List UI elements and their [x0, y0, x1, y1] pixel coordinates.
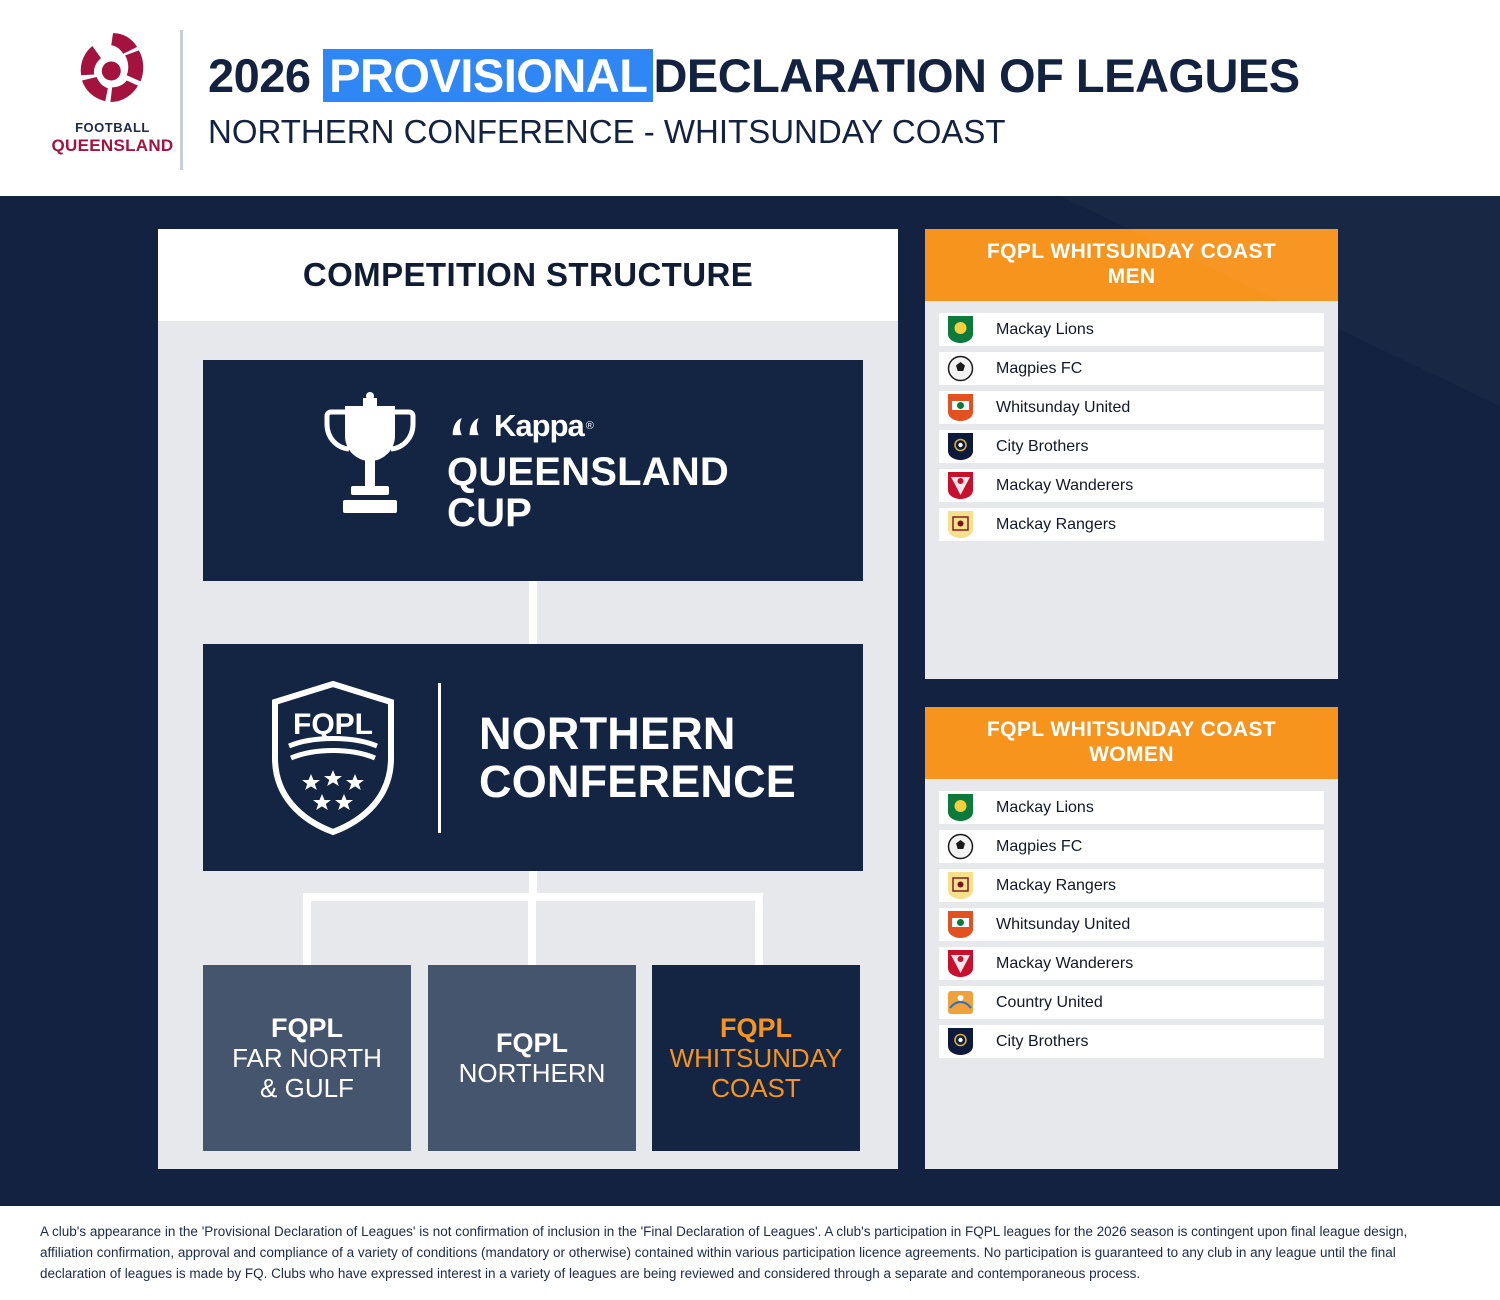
list-item[interactable]	[939, 791, 1324, 824]
list-item[interactable]	[939, 391, 1324, 424]
league-3-line-3: COAST	[711, 1072, 801, 1103]
club-panel-men	[925, 229, 1338, 679]
list-item[interactable]	[939, 469, 1324, 502]
league-2-line-2: NORTHERN	[458, 1057, 606, 1088]
disclaimer-text: A club's appearance in the 'Provisional Declaration of Leagues' is not confirmation of inclusion in the 'Final Declaration of Leagues'. A club's participation in FQPL leagues for the 2026 season is contingent upon final league design, affiliation confirmation, approval and compliance of a variety of conditions (mandatory or otherwise) contained within various participation licence agreements. No participation is guaranteed to any club in any league until the final declaration of leagues is made by FQ. Clubs who have expressed interest in a variety of leagues are being reviewed and considered through a separate and contemporaneous process.	[40, 1224, 1408, 1281]
club-name: Whitsunday United	[996, 398, 1131, 416]
city-brothers-badge	[947, 432, 974, 461]
football-queensland-logo	[51, 28, 174, 168]
club-name: Magpies FC	[996, 837, 1083, 855]
club-panel-women-header-line-1: FQPL WHITSUNDAY COAST	[986, 718, 1277, 742]
club-name: Mackay Rangers	[996, 515, 1117, 533]
club-panel-men-header-line-1: FQPL WHITSUNDAY COAST	[986, 240, 1277, 264]
list-item[interactable]	[939, 947, 1324, 980]
league-1-line-3: & GULF	[260, 1072, 354, 1103]
kappa-registered-mark: ®	[585, 419, 594, 432]
mackay-rangers-badge	[947, 871, 974, 900]
club-name: Magpies FC	[996, 359, 1083, 377]
connector-branch-1	[303, 893, 311, 965]
kappa-sponsor	[447, 408, 729, 444]
list-item[interactable]	[939, 986, 1324, 1019]
logo-line-2: QUEENSLAND	[51, 136, 174, 155]
main-stage	[0, 196, 1500, 1206]
mackay-wanderers-badge	[947, 471, 974, 500]
structure-panel-title: COMPETITION STRUCTURE	[158, 229, 898, 321]
trophy-icon	[315, 388, 425, 553]
club-panel-women-header-line-2: WOMEN	[1089, 743, 1174, 766]
whitsunday-united-badge	[947, 910, 974, 939]
league-box-whitsunday-coast[interactable]	[652, 965, 860, 1151]
club-list-men	[925, 301, 1338, 541]
conference-name	[441, 710, 796, 805]
cup-name-line-1: QUEENSLAND	[447, 449, 730, 494]
league-box-far-north-and-gulf[interactable]	[203, 965, 411, 1151]
queensland-cup-text	[447, 408, 729, 534]
city-brothers-badge	[947, 1027, 974, 1056]
list-item[interactable]	[939, 313, 1324, 346]
header-divider	[180, 30, 183, 170]
club-panel-men-header-line-2: MEN	[1107, 265, 1156, 288]
club-name: Mackay Wanderers	[996, 476, 1134, 494]
league-3-line-1: FQPL	[720, 1013, 792, 1044]
conference-name-line-1: NORTHERN	[479, 708, 736, 760]
league-2-line-1: FQPL	[496, 1027, 568, 1058]
list-item[interactable]	[939, 830, 1324, 863]
club-name: Mackay Rangers	[996, 876, 1117, 894]
club-panel-women	[925, 707, 1338, 1169]
club-name: Mackay Lions	[996, 798, 1094, 816]
conference-name-line-2: CONFERENCE	[479, 755, 797, 807]
logo-line-1: FOOTBALL	[75, 120, 150, 135]
fq-ball-icon	[70, 28, 156, 114]
club-name: Country United	[996, 993, 1103, 1011]
list-item[interactable]	[939, 508, 1324, 541]
club-name: Whitsunday United	[996, 915, 1131, 933]
page-header	[0, 0, 1500, 196]
league-1-line-1: FQPL	[271, 1013, 343, 1044]
list-item[interactable]	[939, 352, 1324, 385]
magpies-fc-badge	[947, 832, 974, 861]
list-item[interactable]	[939, 908, 1324, 941]
title-year: 2026	[208, 49, 324, 102]
svg-text:FQPL: FQPL	[293, 707, 373, 741]
mackay-wanderers-badge	[947, 949, 974, 978]
club-name: City Brothers	[996, 437, 1089, 455]
country-united-badge	[947, 988, 974, 1017]
club-name: Mackay Wanderers	[996, 954, 1134, 972]
queensland-cup-box	[203, 360, 863, 581]
mackay-lions-badge	[947, 315, 974, 344]
club-list-women	[925, 779, 1338, 1058]
list-item[interactable]	[939, 1025, 1324, 1058]
connector-branch-2	[528, 893, 536, 965]
mackay-rangers-badge	[947, 510, 974, 539]
connector-branch-3	[755, 893, 763, 965]
page-title	[208, 48, 1300, 103]
page-footer	[0, 1206, 1500, 1300]
league-1-line-2: FAR NORTH	[232, 1043, 382, 1074]
fqpl-shield-icon	[263, 678, 403, 838]
kappa-logo-icon	[447, 413, 487, 439]
list-item[interactable]	[939, 869, 1324, 902]
league-box-northern[interactable]	[428, 965, 636, 1151]
competition-structure-panel	[158, 229, 898, 1169]
magpies-fc-badge	[947, 354, 974, 383]
league-3-line-2: WHITSUNDAY	[669, 1043, 843, 1074]
mackay-lions-badge	[947, 793, 974, 822]
page-subtitle: NORTHERN CONFERENCE - WHITSUNDAY COAST	[208, 113, 1006, 150]
kappa-wordmark: Kappa	[494, 407, 584, 443]
club-name: City Brothers	[996, 1032, 1089, 1050]
connector-cup-to-conference	[529, 581, 537, 644]
club-panel-women-header	[925, 707, 1338, 779]
northern-conference-box	[203, 644, 863, 871]
club-panel-men-header	[925, 229, 1338, 301]
title-rest: DECLARATION OF LEAGUES	[653, 49, 1300, 102]
cup-name-line-2: CUP	[447, 490, 533, 535]
title-highlight: PROVISIONAL	[323, 49, 653, 102]
list-item[interactable]	[939, 430, 1324, 463]
club-name: Mackay Lions	[996, 320, 1094, 338]
whitsunday-united-badge	[947, 393, 974, 422]
